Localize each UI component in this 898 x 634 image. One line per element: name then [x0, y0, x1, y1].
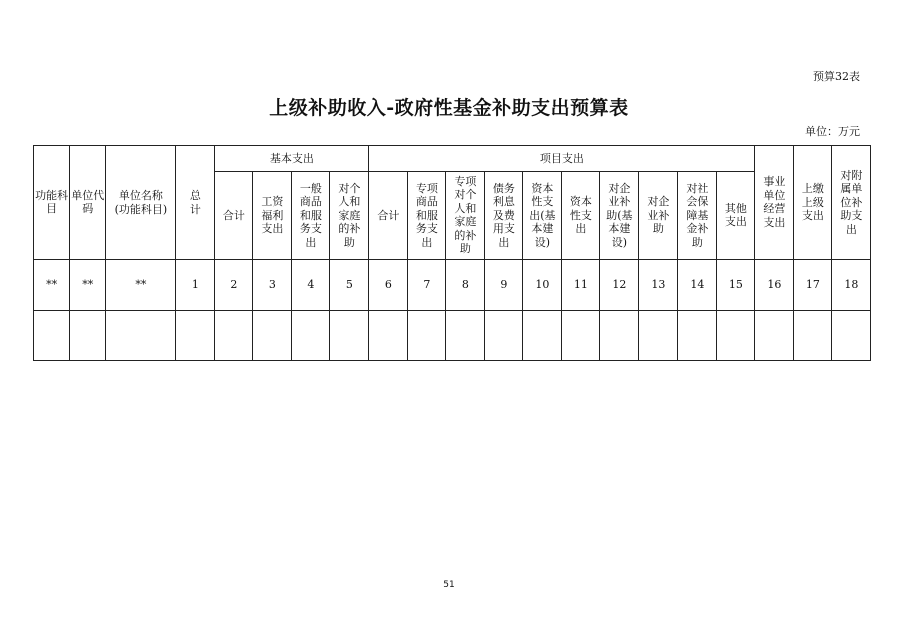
index-cell: **: [70, 260, 106, 311]
page-number: 51: [443, 580, 455, 590]
header-project-group: 项目支出: [369, 146, 755, 172]
header-unit-name: 单位名称(功能科目): [106, 146, 176, 260]
data-cell: [639, 311, 678, 361]
header-project-enterprise: 对企业补助: [639, 172, 678, 260]
header-business-unit: 事业单位经营支出: [755, 146, 794, 260]
data-cell: [600, 311, 639, 361]
data-cell: [562, 311, 600, 361]
index-cell: 3: [253, 260, 292, 311]
header-unit-code: 单位代码: [70, 146, 106, 260]
index-cell: 18: [832, 260, 871, 311]
index-cell: 6: [369, 260, 408, 311]
header-basic-salary: 工资福利支出: [253, 172, 292, 260]
index-cell: 7: [408, 260, 446, 311]
data-cell: [485, 311, 523, 361]
data-cell: [34, 311, 70, 361]
header-project-enterprise-build: 对企业补助(基本建设): [600, 172, 639, 260]
header-total: 总计: [176, 146, 215, 260]
header-basic-goods: 一般商品和服务支出: [292, 172, 330, 260]
index-cell: 5: [330, 260, 369, 311]
header-project-capital: 资本性支出: [562, 172, 600, 260]
header-upper: 上缴上级支出: [794, 146, 832, 260]
data-cell: [794, 311, 832, 361]
data-cell: [717, 311, 755, 361]
index-cell: **: [34, 260, 70, 311]
index-row: [34, 260, 871, 311]
header-basic-group: 基本支出: [215, 146, 369, 172]
header-project-debt: 债务利息及费用支出: [485, 172, 523, 260]
index-cell: 4: [292, 260, 330, 311]
data-cell: [678, 311, 717, 361]
page-title: 上级补助收入-政府性基金补助支出预算表: [269, 97, 629, 119]
data-cell: [176, 311, 215, 361]
data-cell: [755, 311, 794, 361]
index-cell: 12: [600, 260, 639, 311]
header-basic-subtotal: 合计: [215, 172, 253, 260]
index-cell: 2: [215, 260, 253, 311]
data-cell: [70, 311, 106, 361]
data-cell: [330, 311, 369, 361]
header-basic-personal: 对个人和家庭的补助: [330, 172, 369, 260]
header-project-other: 其他支出: [717, 172, 755, 260]
form-number: 预算32表: [813, 70, 860, 83]
index-cell: 13: [639, 260, 678, 311]
data-row-empty: [34, 311, 871, 361]
budget-table: [33, 145, 871, 361]
unit-label: 单位：万元: [805, 125, 860, 138]
header-project-personal: 专项对个人和家庭的补助: [446, 172, 485, 260]
index-cell: 15: [717, 260, 755, 311]
header-project-goods: 专项商品和服务支出: [408, 172, 446, 260]
header-project-social: 对社会保障基金补助: [678, 172, 717, 260]
data-cell: [446, 311, 485, 361]
header-row-1: [34, 146, 871, 172]
data-cell: [253, 311, 292, 361]
index-cell: 14: [678, 260, 717, 311]
index-cell: **: [106, 260, 176, 311]
index-cell: 10: [523, 260, 562, 311]
data-cell: [215, 311, 253, 361]
data-cell: [369, 311, 408, 361]
index-cell: 9: [485, 260, 523, 311]
data-cell: [523, 311, 562, 361]
header-func-subject: 功能科目: [34, 146, 70, 260]
index-cell: 1: [176, 260, 215, 311]
data-cell: [832, 311, 871, 361]
data-cell: [106, 311, 176, 361]
header-project-capital-build: 资本性支出(基本建设): [523, 172, 562, 260]
data-cell: [292, 311, 330, 361]
header-project-subtotal: 合计: [369, 172, 408, 260]
index-cell: 8: [446, 260, 485, 311]
data-cell: [408, 311, 446, 361]
index-cell: 17: [794, 260, 832, 311]
header-affiliated: 对附属单位补助支出: [832, 146, 871, 260]
index-cell: 16: [755, 260, 794, 311]
index-cell: 11: [562, 260, 600, 311]
